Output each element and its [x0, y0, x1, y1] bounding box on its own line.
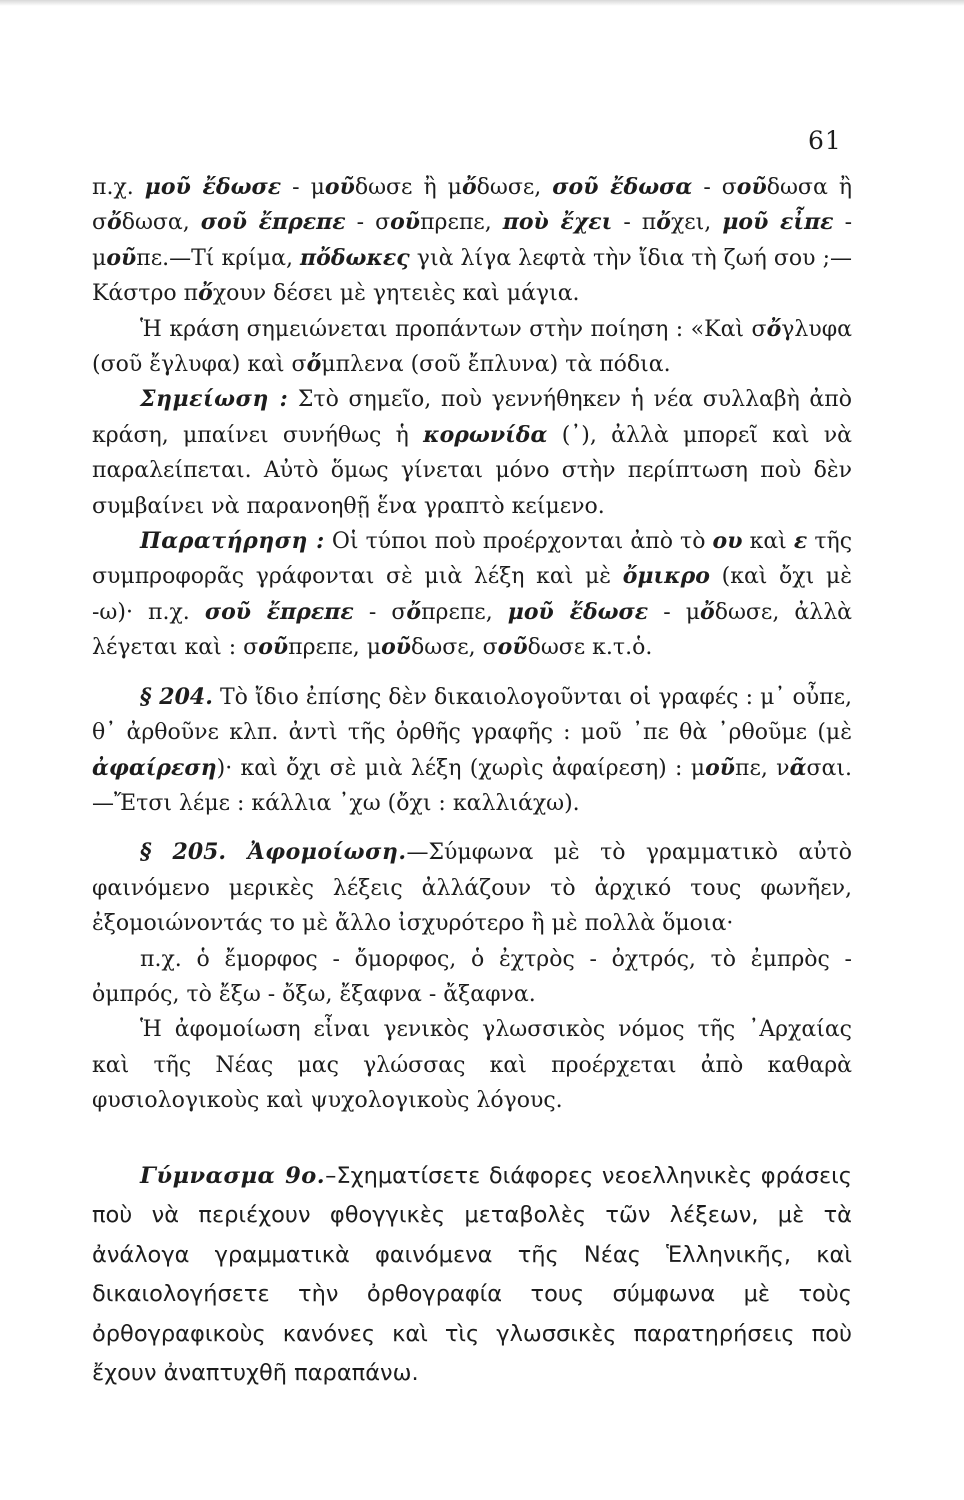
text-run: π.χ. [92, 175, 145, 200]
text-run: - μ [281, 175, 325, 200]
emphasis: ὄ [198, 280, 213, 307]
emphasis: ὄ [766, 315, 782, 342]
emphasis: οῦ [497, 634, 528, 661]
text-run: πε.—Τί κρίμα, [136, 245, 301, 271]
text-run: - σ [345, 210, 391, 236]
emphasis: σοῦ ἔδωσα [552, 174, 693, 200]
emphasis: ὄ [656, 209, 671, 236]
text-run: )· καὶ ὄχι σὲ μιὰ λέξη (χωρὶς ἀφαίρεση) : μ [216, 755, 706, 781]
paragraph-examples [92, 170, 852, 312]
emphasis: ου [712, 528, 743, 555]
text-run: - σ [353, 599, 407, 625]
text-run: σαι.—Ἔτσι λέμε : κάλλια ᾿χω (ὄχι : καλλιάχω). [92, 755, 852, 816]
text-run: δωσα ἢ σ [92, 175, 853, 236]
emphasis: σοῦ ἔπρεπε [200, 209, 346, 236]
section-heading: Ἀφομοίωση. [226, 839, 407, 866]
text-run: πρεπε, [420, 210, 503, 236]
emphasis: ε [793, 528, 808, 555]
emphasis: οῦ [390, 209, 421, 236]
emphasis: κορωνίδα [423, 421, 548, 448]
paragraph-remark [92, 524, 852, 666]
text-run: δωσε κ.τ.ὁ. [527, 635, 653, 661]
text-run: Ἡ κράση σημειώνεται προπάντων στὴν ποίηση : «Καὶ σ [140, 316, 767, 342]
text-run: πρεπε, [421, 599, 508, 625]
emphasis: ὄ [700, 598, 715, 625]
emphasis: σοῦ ἔπρεπε [204, 598, 354, 625]
emphasis: ὄ [461, 174, 477, 200]
text-run: τῆς συμπροφορᾶς γράφονται σὲ μιὰ λέξη καὶ μὲ [92, 529, 853, 590]
emphasis: ὄμικρο [622, 563, 710, 590]
text-run: πε, ν [735, 755, 790, 781]
text-run: πρεπε, μ [288, 635, 382, 661]
text-run: —Σύμφωνα μὲ τὸ γραμματικὸ αὐτὸ φαινόμενο μερικὲς λέξεις ἀλλάζουν τὸ ἀρχικό τους φωνῆεν, ἐξομοιώνοντάς το μὲ ἄλλο ἰσχυρότερο ἢ μὲ πολλὰ ὅμοια· [92, 840, 852, 937]
text-run: - σ [692, 175, 737, 200]
text-run: - π [612, 210, 657, 236]
text-run: Οἱ τύποι ποὺ προέρχονται ἀπὸ τὸ [324, 529, 713, 555]
exercise-text: –Σχηματίσετε διάφορες νεοελληνικὲς φράσεις ποὺ νὰ περιέχουν φθογγικὲς μεταβολὲς τῶν λέξεων, μὲ τὰ ἀνάλογα γραμματικὰ φαινόμενα τῆς Νέας Ἑλληνικῆς, καὶ δικαιολογήσετε τὴν ὀρθογραφία τους σύμφωνα μὲ τοὺς ὀρθογραφικοὺς κανόνες καὶ τὶς γλωσσικὲς παρατηρήσεις ποὺ ἔχουν ἀναπτυχθῆ παραπάνω. [92, 1162, 852, 1387]
text-run: χει, [670, 210, 723, 236]
text-run: δωσα, [121, 210, 201, 236]
page-body [92, 170, 852, 1119]
page-number: 61 [808, 126, 842, 155]
paragraph-assimilation-examples: π.χ. ὁ ἔμορφος - ὄμορφος, ὁ ἐχτρὸς - ὀχτρός, τὸ ἐμπρὸς - ὀμπρός, τὸ ἔξω - ὄξω, ἔξαφνα - ἄξαφνα. [92, 946, 852, 1007]
emphasis: ἀφαίρεση [92, 754, 217, 781]
section-number: § 204. [140, 683, 213, 710]
remark-label: Παρατήρηση : [140, 528, 325, 555]
text-run: - μ [92, 210, 853, 271]
emphasis: οῦ [705, 754, 736, 781]
text-run: - μ [648, 599, 701, 625]
note-label: Σημείωση : [140, 386, 289, 413]
emphasis: μοῦ ἔδωσε [144, 174, 282, 200]
text-run: δωσε ἢ μ [354, 175, 462, 200]
text-run: (᾿), ἀλλὰ μπορεῖ καὶ νὰ παραλείπεται. Αὐτὸ ὅμως γίνεται μόνο στὴν περίπτωση ποὺ δὲν συμβαίνει νὰ παρανοηθῇ ἕνα γραπτὸ κείμενο. [92, 422, 852, 519]
exercise-label: Γύμνασμα 9ο. [140, 1162, 326, 1189]
emphasis: ὄ [306, 351, 322, 378]
text-run: δωσε, [476, 175, 553, 200]
emphasis: οῦ [106, 244, 137, 271]
text-run: Στὸ σημεῖο, ποὺ γεννήθηκεν ἡ νέα συλλαβὴ ἀπὸ κράση, μπαίνει συνήθως ἡ [92, 387, 852, 448]
text-run: δωσε, σ [411, 635, 498, 661]
emphasis: ᾶ [789, 754, 807, 781]
text-run: μπλενα (σοῦ ἔπλυνα) τὰ πόδια. [321, 352, 671, 378]
text-run: γλυφα (σοῦ ἔγλυφα) καὶ σ [92, 316, 852, 378]
emphasis: ὄ [406, 598, 422, 625]
paragraph-crasis-poetry [92, 312, 852, 383]
emphasis: ποὺ ἔχει [502, 209, 613, 236]
emphasis: οῦ [381, 634, 412, 661]
paragraph-section-205 [92, 835, 852, 941]
text-run: δωσε, ἀλλὰ λέγεται καὶ : σ [92, 599, 853, 661]
text-run: (καὶ ὄχι μὲ -ω)· π.χ. [92, 564, 853, 625]
page-top-edge [0, 0, 964, 6]
emphasis: ὄ [107, 209, 122, 236]
text-run: γιὰ λίγα λεφτὰ τὴν ἴδια τὴ ζωή σου ;—Κάστρο π [92, 245, 852, 307]
text-run: χουν δέσει μὲ γητειὲς καὶ μάγια. [212, 281, 580, 307]
text-run: Τὸ ἴδιο ἐπίσης δὲν δικαιολογοῦνται οἱ γραφές : μ᾿ οὖπε, θ᾿ ἀρθοῦνε κλπ. ἀντὶ τῆς ὀρθῆς γραφῆς : μοῦ ᾿πε θὰ ᾿ρθοῦμε (μὲ [92, 684, 852, 746]
paragraph-assimilation-law: Ἡ ἀφομοίωση εἶναι γενικὸς γλωσσικὸς νόμος τῆς ᾿Αρχαίας καὶ τῆς Νέας μας γλώσσας καὶ προέρχεται ἀπὸ καθαρὰ φυσιολογικοὺς καὶ ψυχολογικοὺς λόγους. [92, 1017, 852, 1114]
emphasis: πὄδωκες [300, 244, 410, 271]
paragraph-note [92, 382, 852, 524]
exercise-paragraph [92, 1157, 852, 1395]
emphasis: οῦ [324, 174, 355, 200]
emphasis: οῦ [258, 634, 289, 661]
emphasis: μοῦ ἔδωσε [507, 598, 649, 625]
text-run: καὶ [742, 529, 794, 555]
emphasis: μοῦ εἶπε [722, 209, 834, 236]
section-number: § 205. [140, 839, 227, 866]
paragraph-section-204 [92, 680, 852, 822]
emphasis: οῦ [736, 174, 767, 200]
